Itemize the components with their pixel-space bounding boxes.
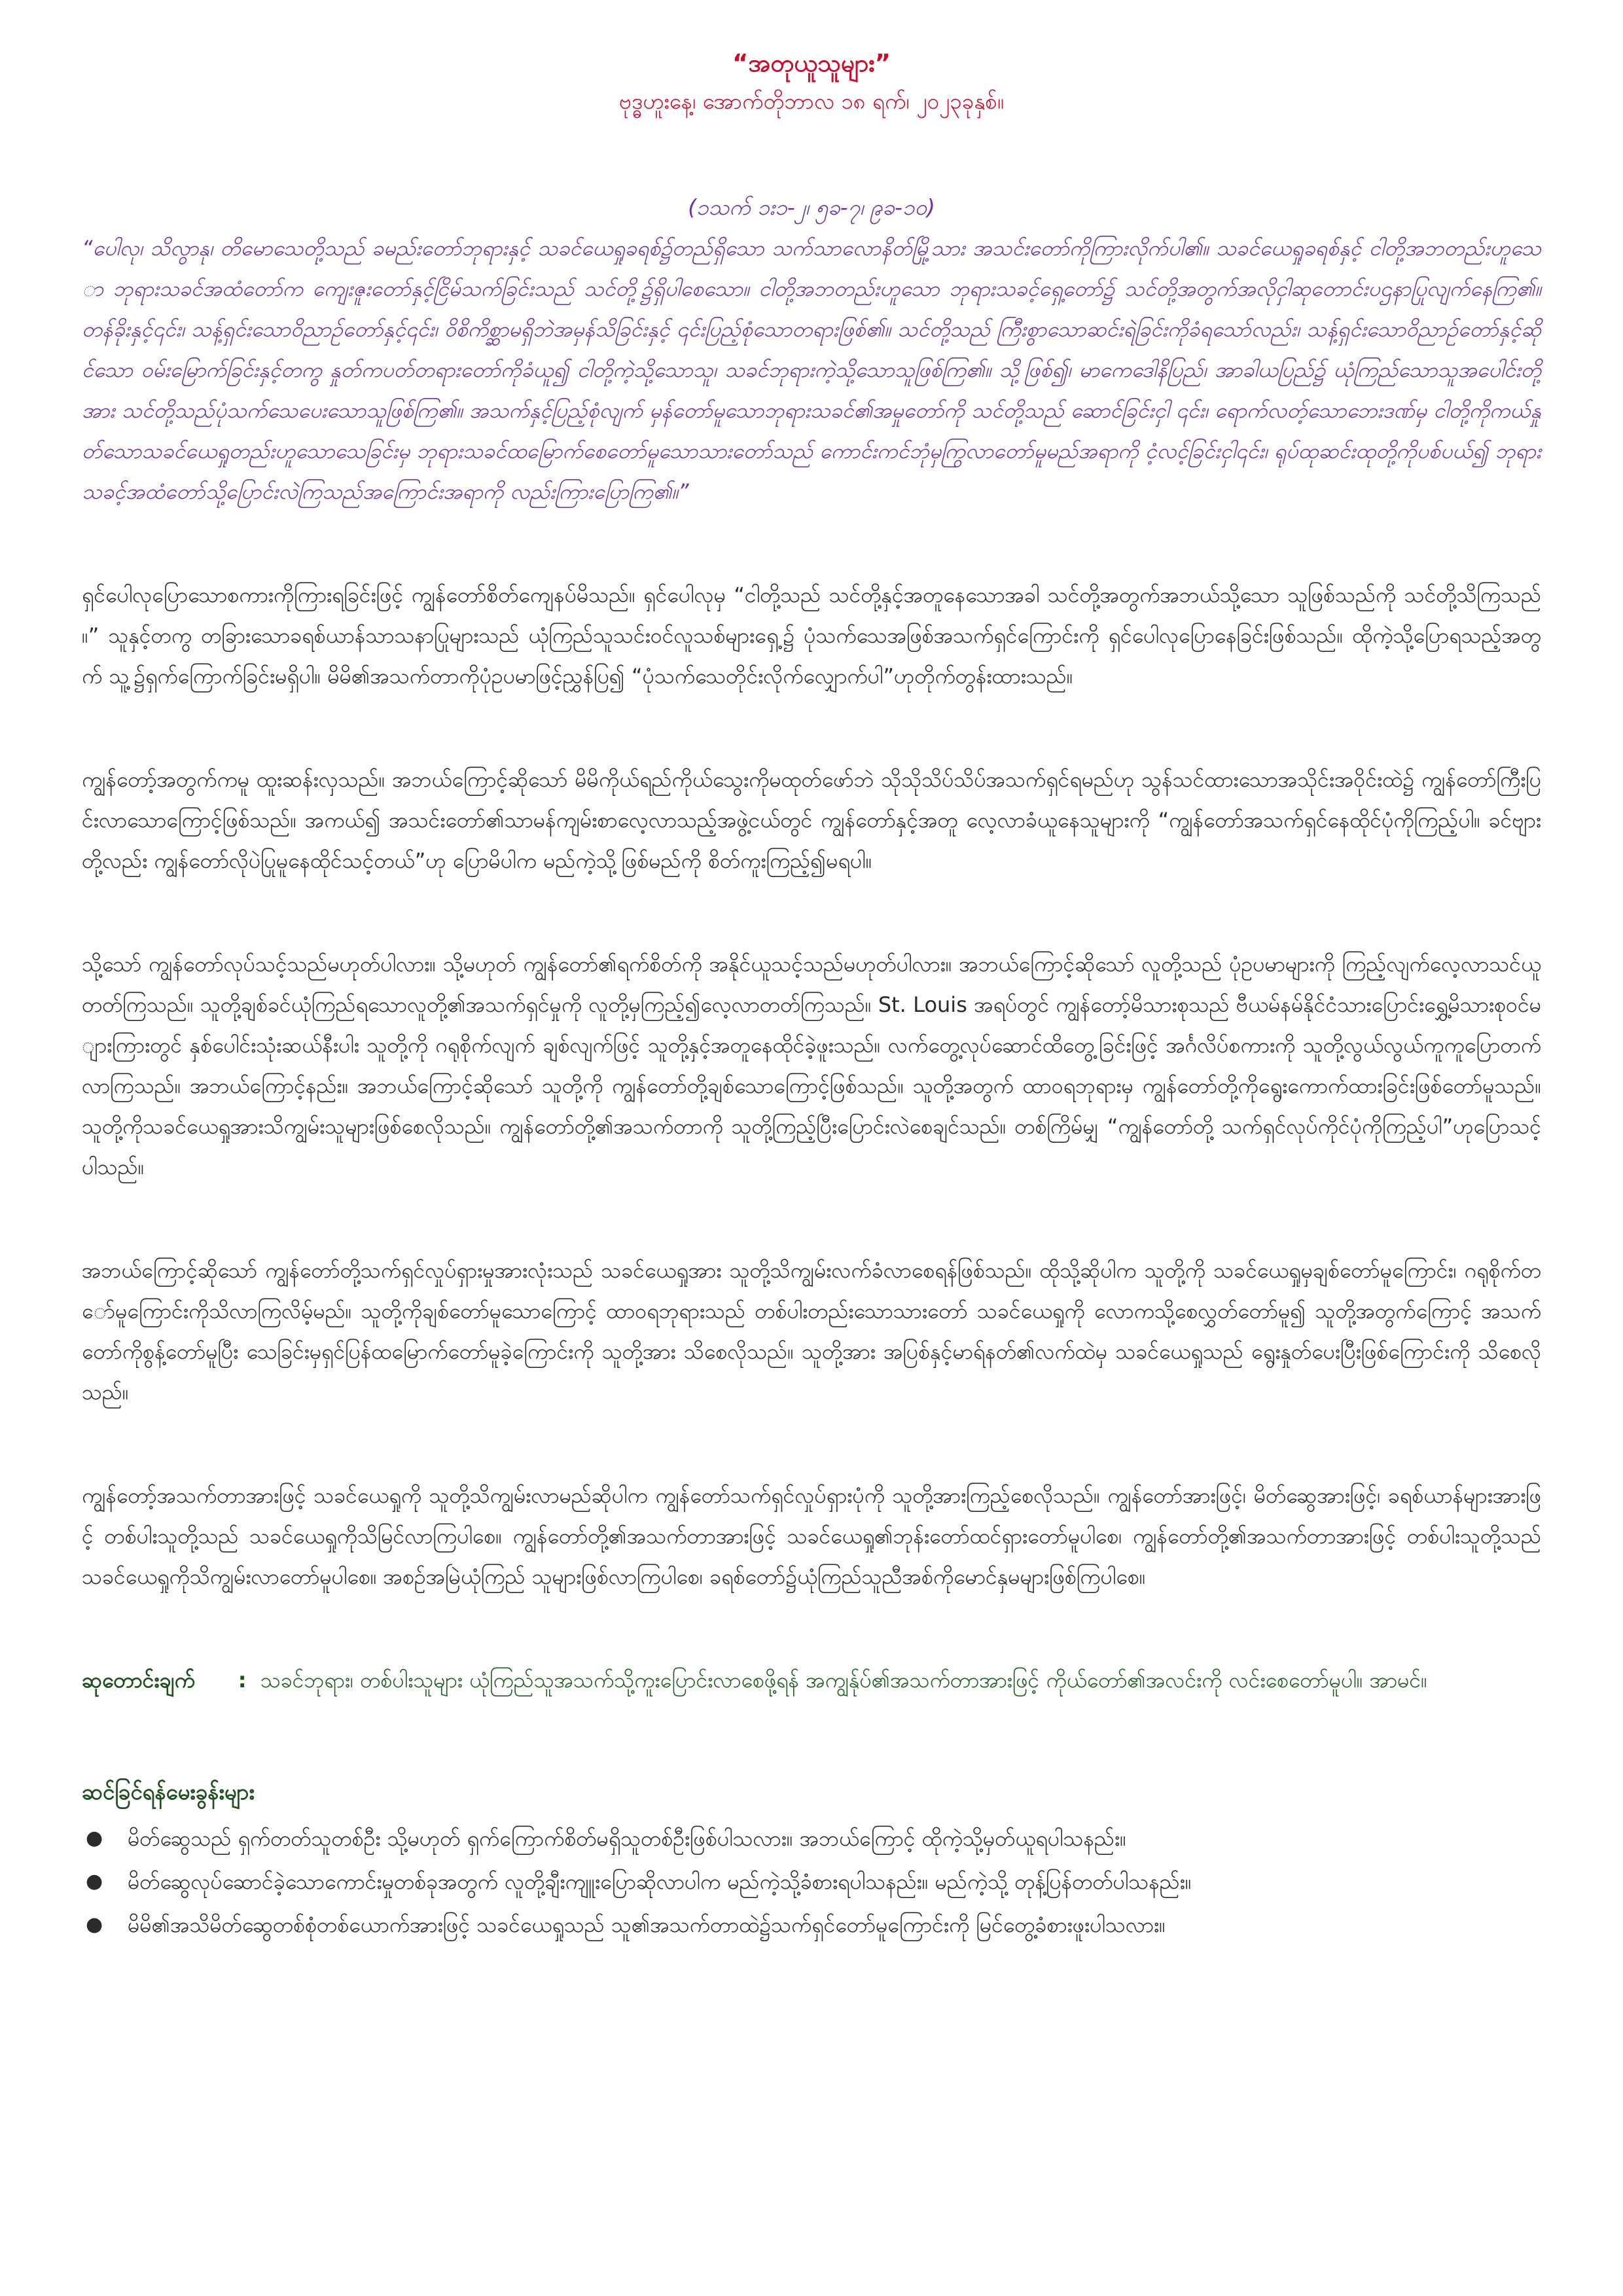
body-paragraph-2: ကျွန်တော့်အတွက်ကမူ ထူးဆန်းလှသည်။ အဘယ်ကြောင့်ဆိုသော် မိမိကိုယ်ရည်ကိုယ်သွေးကိုမထုတ်ဖော်ဘဲ သိုသိုသိပ်သိပ်အသက်ရှင်ရမည်ဟု သွန်သင်ထားသောအသိုင်းအဝိုင်းထဲ၌ ကျွန်တော်ကြီးပြင်းလာသောကြောင့်ဖြစ်သည်။ အကယ်၍ အသင်းတော်၏သာမန်ကျမ်းစာလေ့လာသည့်အဖွဲ့ငယ်တွင် ကျွန်တော်နှင့်အတူ လေ့လာခံယူနေသူများကို “ကျွန်တော်အသက်ရှင်နေထိုင်ပုံကိုကြည့်ပါ။ ခင်ဗျားတို့လည်း ကျွန်တော်လိုပဲပြုမူနေထိုင်သင့်တယ်”ဟု ပြောမိပါက မည်ကဲ့သို့ဖြစ်မည်ကို စိတ်ကူးကြည့်၍မရပါ။ xyxy=(82,767,1541,873)
scripture-text: “ပေါလု၊ သိလွာနု၊ တိမောသေတို့သည် ခမည်းတော်ဘုရားနှင့် သခင်ယေရှုခရစ်၌တည်ရှိသော သက်သာလောနိတ်မြို့သား အသင်းတော်ကိုကြားလိုက်ပါ၏။ သခင်ယေရှုခရစ်နှင့် ငါတို့အဘတည်းဟူသော ဘုရားသခင်အထံတော်က ကျေးဇူးတော်နှင့်ငြိမ်သက်ခြင်းသည် သင်တို့၌ရှိပါစေသော။ ငါတို့အဘတည်းဟူသော ဘုရားသခင့်ရှေ့တော်၌ သင်တို့အတွက်အလိုငှါဆုတောင်းပဌနာပြုလျက်နေကြ၏။ တန်ခိုးနှင့်၎င်း၊ သန့်ရှင်းသောဝိညာဉ်တော်နှင့်၎င်း၊ ဝိစိကိစ္ဆာမရှိဘဲအမှန်သိခြင်းနှင့် ၎င်းပြည့်စုံသောတရားဖြစ်၏။ သင်တို့သည် ကြီးစွာသောဆင်းရဲခြင်းကိုခံရသော်လည်း၊ သန့်ရှင်းသောဝိညာဉ်တော်နှင့်ဆိုင်သော ဝမ်းမြောက်ခြင်းနှင့်တကွ နှုတ်ကပတ်တရားတော်ကိုခံယူ၍ ငါတို့ကဲ့သို့သောသူ၊ သခင်ဘုရားကဲ့သို့သောသူဖြစ်ကြ၏။ သို့ဖြစ်၍၊ မာကေဒေါနိပြည်၊ အာခါယပြည်၌ ယုံကြည်သောသူအပေါင်းတို့အား သင်တို့သည်ပုံသက်သေပေးသောသူဖြစ်ကြ၏။ အသက်နှင့်ပြည့်စုံလျက် မှန်တော်မူသောဘုရားသခင်၏အမှုတော်ကို သင်တို့သည် ဆောင်ခြင်းငှါ ၎င်း၊ ရောက်လတ့်သောဘေးဒဏ်မှ ငါတို့ကိုကယ်နှုတ်သောသခင်ယေရှုတည်းဟူသောသေခြင်းမှ ဘုရားသခင်ထမြောက်စေတော်မူသောသားတော်သည် ကောင်းကင်ဘုံမှကြွလာတော်မူမည်အရာကို ငံ့လင့်ခြင်းငှါ၎င်း၊ ရုပ်ထုဆင်းထုတို့ကိုပစ်ပယ်၍ ဘုရားသခင့်အထံတော်သို့ပြောင်းလဲကြသည်အကြောင်းအရာကို လည်းကြားပြောကြ၏။” xyxy=(82,236,1541,504)
date-line: ဗုဒ္ဓဟူးနေ့၊ အောက်တိုဘာလ ၁၈ ရက်၊ ၂၀၂၃ခုနှစ်။ xyxy=(619,88,1004,114)
question-text: မိတ်ဆွေလုပ်ဆောင်ခဲ့သောကောင်းမှုတစ်ခုအတွက် လူတို့ချီးကျူးပြောဆိုလာပါက မည်ကဲ့သို့ခံစားရပါသနည်း။ မည်ကဲ့သို့ တုန့်ပြန်တတ်ပါသနည်း။ xyxy=(128,1869,1192,1894)
prayer-colon: : xyxy=(238,1668,247,1693)
body-paragraph-1: ရှင်ပေါလုပြောသောစကားကိုကြားရခြင်းဖြင့် ကျွန်တော်စိတ်ကျေနပ်မိသည်။ ရှင်ပေါလုမှ “ငါတို့သည် သင်တို့နှင့်အတူနေသောအခါ သင်တို့အတွက်အဘယ်သို့သော သူဖြစ်သည်ကို သင်တို့သိကြသည်။” သူနှင့်တကွ တခြားသောခရစ်ယာန်သာသနာပြုများသည် ယုံကြည်သူသင်းဝင်လူသစ်များရှေ့၌ ပုံသက်သေအဖြစ်အသက်ရှင်ကြောင်းကို ရှင်ပေါလုပြောနေခြင်းဖြစ်သည်။ ထိုကဲ့သို့ပြောရသည့်အတွက် သူ့၌ရှက်ကြောက်ခြင်းမရှိပါ။ မိမိ၏အသက်တာကိုပုံဥပမာဖြင့်ညွှန်ပြ၍ “ပုံသက်သေတိုင်းလိုက်လျှောက်ပါ”ဟုတိုက်တွန်းထားသည်။ xyxy=(82,583,1541,689)
question-text: မိတ်ဆွေသည် ရှက်တတ်သူတစ်ဦး သို့မဟုတ် ရှက်ကြောက်စိတ်မရှိသူတစ်ဦးဖြစ်ပါသလား။ အဘယ်ကြောင့် ထိုကဲ့သို့မှတ်ယူရပါသနည်း။ xyxy=(128,1826,1126,1851)
prayer-label: ဆုတောင်းချက် xyxy=(82,1668,195,1693)
questions-list xyxy=(82,1817,1541,1946)
page-title: “အတုယူသူများ” xyxy=(732,49,891,77)
body-paragraph-5: ကျွန်တော့်အသက်တာအားဖြင့် သခင်ယေရှုကို သူတို့သိကျွမ်းလာမည်ဆိုပါက ကျွန်တော်သက်ရှင်လှုပ်ရှားပုံကို သူတို့အားကြည့်စေလိုသည်။ ကျွန်တော်အားဖြင့်၊ မိတ်ဆွေအားဖြင့်၊ ခရစ်ယာန်များအားဖြင့် တစ်ပါးသူတို့သည် သခင်ယေရှုကိုသိမြင်လာကြပါစေ။ ကျွန်တော်တို့၏အသက်တာအားဖြင့် သခင်ယေရှု၏ဘုန်းတော်ထင်ရှားတော်မူပါစေ၊ ကျွန်တော်တို့၏အသက်တာအားဖြင့် တစ်ပါးသူတို့သည် သခင်ယေရှုကိုသိကျွမ်းလာတော်မူပါစေ။ အစဉ်အမြဲယုံကြည် သူများဖြစ်လာကြပါစေ၊ ခရစ်တော်၌ယုံကြည်သူညီအစ်ကိုမောင်နှမများဖြစ်ကြပါစေ။ xyxy=(82,1483,1542,1589)
prayer-text: သခင်ဘုရား၊ တစ်ပါးသူများ ယုံကြည်သူအသက်သို့ကူးပြောင်းလာစေဖို့ရန် အကျွန်ုပ်၏အသက်တာအားဖြင့် ကိုယ်တော်၏အလင်းကို လင်းစေတော်မူပါ။ အာမင်။ xyxy=(260,1668,1427,1693)
bullet-icon: ● xyxy=(86,1827,103,1850)
prayer-block xyxy=(82,1660,1541,1700)
bullet-icon: ● xyxy=(86,1870,103,1893)
question-item xyxy=(82,1817,1541,1860)
question-item xyxy=(82,1860,1541,1903)
questions-heading: ဆင်ခြင်ရန်မေးခွန်းများ xyxy=(82,1779,255,1804)
body-paragraph-3: သို့သော် ကျွန်တော်လုပ်သင့်သည်မဟုတ်ပါလား။ သို့မဟုတ် ကျွန်တော်၏ရက်စိတ်ကို အနိုင်ယူသင့်သည်မဟုတ်ပါလား။ အဘယ်ကြောင့်ဆိုသော် လူတို့သည် ပုံဥပမာများကို ကြည့်လျက်လေ့လာသင်ယူတတ်ကြသည်။ သူတို့ချစ်ခင်ယုံကြည်ရသောလူတို့၏အသက်ရှင်မှုကို လူတို့မှကြည့်၍လေ့လာတတ်ကြသည်။ St. Louis အရပ်တွင် ကျွန်တော့်မိသားစုသည် ဗီယမ်နမ်နိုင်ငံသားပြောင်းရွှေ့မိသားစုဝင်များကြားတွင် နှစ်ပေါင်းသုံးဆယ်နီးပါး သူတို့ကို ဂရုစိုက်လျက် ချစ်လျက်ဖြင့် သူတို့နှင့်အတူနေထိုင်ခဲ့ဖူးသည်။ လက်တွေ့လုပ်ဆောင်ထိတွေ့ခြင်းဖြင့် အင်္ဂလိပ်စကားကို သူတို့လွယ်လွယ်ကူကူပြောတက်လာကြသည်။ အဘယ်ကြောင့်နည်း။ အဘယ်ကြောင့်ဆိုသော် သူတို့ကို ကျွန်တော်တို့ချစ်သောကြောင့်ဖြစ်သည်။ သူတို့အတွက် ထာဝရဘုရားမှ ကျွန်တော်တို့ကိုရွေးကောက်ထားခြင်းဖြစ်တော်မူသည်။ သူတို့ကိုသခင်ယေရှုအားသိကျွမ်းသူများဖြစ်စေလိုသည်။ ကျွန်တော်တို့၏အသက်တာကို သူတို့ကြည့်ပြီးပြောင်းလဲစေချင်သည်။ တစ်ကြိမ်မျှ “ကျွန်တော်တို့ သက်ရှင်လုပ်ကိုင်ပုံကိုကြည့်ပါ”ဟုပြောသင့်ပါသည်။ xyxy=(82,952,1541,1179)
body-paragraph-4: အဘယ်ကြောင့်ဆိုသော် ကျွန်တော်တို့သက်ရှင်လှုပ်ရှားမှုအားလုံးသည် သခင်ယေရှုအား သူတို့သိကျွမ်းလက်ခံလာစေရန်ဖြစ်သည်။ ထိုသို့ဆိုပါက သူတို့ကို သခင်ယေရှုမှချစ်တော်မူကြောင်း၊ ဂရုစိုက်တော်မူကြောင်းကိုသိလာကြလိမ့်မည်။ သူတို့ကိုချစ်တော်မူသောကြောင့် ထာဝရဘုရားသည် တစ်ပါးတည်းသောသားတော် သခင်ယေရှုကို လောကသို့စေလွှတ်တော်မူ၍ သူတို့အတွက်ကြောင့် အသက်တော်ကိုစွန့်တော်မူပြီး သေခြင်းမှရှင်ပြန်ထမြောက်တော်မူခဲ့ကြောင်းကို သူတို့အား သိစေလိုသည်။ သူတို့အား အပြစ်နှင့်မာရ်နတ်၏လက်ထဲမှ သခင်ယေရှုသည် ရွေးနှုတ်ပေးပြီးဖြစ်ကြောင်းကို သိစေလိုသည်။ xyxy=(82,1258,1542,1405)
question-text: မိမိ၏အသိမိတ်ဆွေတစ်စုံတစ်ယောက်အားဖြင့် သခင်ယေရှုသည် သူ၏အသက်တာထဲ၌သက်ရှင်တော်မူကြောင်းကို မြင်တွေ့ခံစားဖူးပါသလား။ xyxy=(128,1912,1166,1937)
scripture-reference: (၁သက် ၁း၁-၂၊ ၅ခ-၇၊ ၉ခ-၁၀) xyxy=(688,194,935,220)
question-item xyxy=(82,1903,1541,1946)
bullet-icon: ● xyxy=(86,1913,103,1936)
